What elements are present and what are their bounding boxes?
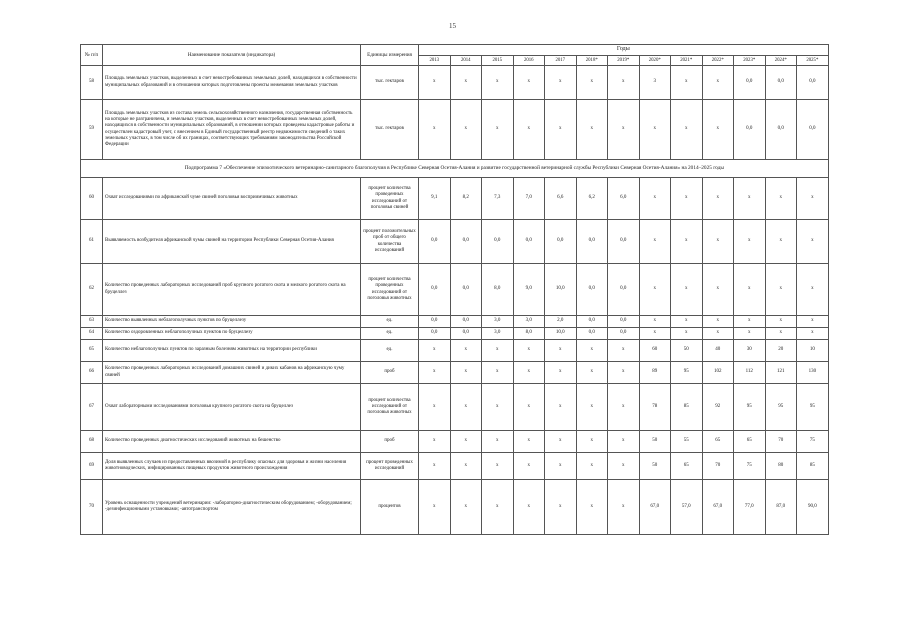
year-value: 90,0: [797, 480, 829, 535]
year-value: 130: [797, 362, 829, 384]
year-value: 75: [797, 431, 829, 453]
year-value: х: [639, 264, 671, 316]
year-value: х: [702, 220, 734, 264]
unit-of-measure: процент количества проведенных исследований от поголовья животных: [361, 264, 419, 316]
year-value: 0,0: [545, 220, 577, 264]
year-value: 0,0: [419, 328, 451, 340]
year-value: х: [671, 220, 703, 264]
header-year: 2013: [419, 56, 451, 66]
header-years-title: Годы: [419, 45, 829, 56]
year-value: х: [671, 264, 703, 316]
year-value: 6,0: [608, 178, 640, 220]
subprogram-row: [81, 160, 829, 178]
year-value: х: [608, 340, 640, 362]
row-number: 62: [81, 264, 103, 316]
indicator-name: Площадь земельных участков, выделенных в счет невостребованных земельных долей, находящихся в собственности муниципальных образований и в отношении которых подготовлены проекты межевания земельных участков: [103, 66, 361, 100]
year-value: х: [545, 66, 577, 100]
year-value: х: [765, 316, 797, 328]
year-value: 6,2: [576, 178, 608, 220]
year-value: 3,0: [513, 316, 545, 328]
year-value: х: [576, 453, 608, 480]
year-value: х: [702, 316, 734, 328]
unit-of-measure: процент проведенных исследований: [361, 453, 419, 480]
row-number: 68: [81, 431, 103, 453]
year-value: 0,0: [765, 66, 797, 100]
year-value: 0,0: [419, 220, 451, 264]
year-value: х: [450, 362, 482, 384]
year-value: 3: [639, 66, 671, 100]
year-value: 57,0: [671, 480, 703, 535]
header-num: № п/п: [81, 45, 103, 66]
indicator-name: Количество проведенных лабораторных исследований проб крупного рогатого скота и мелкого рогатого скота на бруцеллез: [103, 264, 361, 316]
year-value: х: [576, 431, 608, 453]
year-value: 0,0: [576, 220, 608, 264]
year-value: х: [419, 480, 451, 535]
indicator-name: Охват лабораторными исследованиями поголовья крупного рогатого скота на бруцеллез: [103, 384, 361, 431]
unit-of-measure: ед.: [361, 316, 419, 328]
year-value: х: [450, 66, 482, 100]
indicator-name: Выявляемость возбудителя африканской чумы свиней на территории Республики Северная Осетия-Алания: [103, 220, 361, 264]
year-value: х: [639, 178, 671, 220]
year-value: х: [482, 384, 514, 431]
unit-of-measure: проб: [361, 431, 419, 453]
year-value: 65: [734, 431, 766, 453]
row-number: 63: [81, 316, 103, 328]
year-value: 67,0: [639, 480, 671, 535]
year-value: х: [450, 480, 482, 535]
year-value: 85: [797, 453, 829, 480]
year-value: х: [482, 66, 514, 100]
year-value: х: [482, 431, 514, 453]
year-value: х: [765, 264, 797, 316]
year-value: х: [702, 328, 734, 340]
year-value: х: [450, 431, 482, 453]
year-value: х: [419, 340, 451, 362]
header-year: 2018*: [576, 56, 608, 66]
year-value: 0,0: [450, 220, 482, 264]
indicator-name: Охват исследованиями по африканской чуме свиней поголовья восприимчивых животных: [103, 178, 361, 220]
year-value: х: [482, 453, 514, 480]
year-value: х: [671, 328, 703, 340]
year-value: 9,1: [419, 178, 451, 220]
year-value: 8,0: [513, 328, 545, 340]
indicator-name: Уровень оснащенности учреждений ветеринарии: -лабораторно-диагностическим оборудованием; -оборудованием; -дезинфекционными установками; -автотранспортом: [103, 480, 361, 535]
year-value: х: [734, 264, 766, 316]
year-value: 121: [765, 362, 797, 384]
year-value: х: [513, 362, 545, 384]
year-value: х: [482, 362, 514, 384]
year-value: 67,0: [702, 480, 734, 535]
year-value: 0,0: [513, 220, 545, 264]
unit-of-measure: тыс. гектаров: [361, 100, 419, 160]
table-row: [81, 328, 829, 340]
year-value: 8,2: [450, 178, 482, 220]
year-value: х: [734, 220, 766, 264]
indicators-table: [80, 44, 829, 535]
year-value: 0,0: [450, 316, 482, 328]
year-value: 0,0: [576, 264, 608, 316]
row-number: 64: [81, 328, 103, 340]
year-value: х: [545, 384, 577, 431]
header-year: 2019*: [608, 56, 640, 66]
unit-of-measure: процентов: [361, 480, 419, 535]
year-value: х: [608, 453, 640, 480]
year-value: х: [702, 66, 734, 100]
year-value: х: [450, 453, 482, 480]
year-value: 3,0: [482, 328, 514, 340]
table-row: [81, 100, 829, 160]
year-value: х: [419, 453, 451, 480]
table-row: [81, 362, 829, 384]
year-value: 85: [671, 384, 703, 431]
year-value: х: [608, 362, 640, 384]
year-value: 60: [639, 340, 671, 362]
header-year: 2015: [482, 56, 514, 66]
year-value: 55: [671, 431, 703, 453]
year-value: 95: [765, 384, 797, 431]
year-value: х: [450, 384, 482, 431]
year-value: 0,0: [765, 100, 797, 160]
year-value: х: [734, 328, 766, 340]
year-value: 87,0: [765, 480, 797, 535]
table-row: [81, 480, 829, 535]
year-value: 0,0: [482, 220, 514, 264]
header-year: 2022*: [702, 56, 734, 66]
unit-of-measure: процент количества проведенных исследований от поголовья свиней: [361, 178, 419, 220]
year-value: 95: [734, 384, 766, 431]
header-unit: Единицы измерения: [361, 45, 419, 66]
row-number: 67: [81, 384, 103, 431]
year-value: х: [639, 220, 671, 264]
header-year: 2017: [545, 56, 577, 66]
row-number: 60: [81, 178, 103, 220]
year-value: 2,0: [545, 316, 577, 328]
year-value: 75: [734, 453, 766, 480]
row-number: 66: [81, 362, 103, 384]
row-number: 61: [81, 220, 103, 264]
indicator-name: Количество оздоровленных неблагополучных пунктов по бруцеллезу: [103, 328, 361, 340]
year-value: 20: [765, 340, 797, 362]
header-year: 2016: [513, 56, 545, 66]
year-value: х: [513, 340, 545, 362]
year-value: х: [797, 328, 829, 340]
year-value: 40: [702, 340, 734, 362]
year-value: 0,0: [576, 316, 608, 328]
header-year: 2025*: [797, 56, 829, 66]
year-value: 0,0: [734, 66, 766, 100]
year-value: 9,0: [513, 264, 545, 316]
year-value: 7,3: [482, 178, 514, 220]
table-row: [81, 220, 829, 264]
year-value: х: [482, 100, 514, 160]
row-number: 58: [81, 66, 103, 100]
indicator-name: Площадь земельных участков из состава земель сельскохозяйственного назначения, государственная собственность на которые не разграничена, и земельных участков, выделенных в счет невостребованных земельных долей, находящихся в собственности муниципальных образований, в отношении которых проведены кадастровые работы и осуществлен кадастровый учет, с внесением в Единый государственный реестр недвижимости сведений о таких земельных участках, в том числе об их границах, соответствующих требованиям законодательства Российской Федерации: [103, 100, 361, 160]
year-value: х: [450, 340, 482, 362]
year-value: 92: [702, 384, 734, 431]
year-value: 112: [734, 362, 766, 384]
year-value: х: [671, 178, 703, 220]
unit-of-measure: процент положительных проб от общего количества исследований: [361, 220, 419, 264]
table-row: [81, 340, 829, 362]
year-value: х: [797, 178, 829, 220]
table-row: [81, 453, 829, 480]
year-value: 70: [702, 453, 734, 480]
header-name: Наименование показателя (индикатора): [103, 45, 361, 66]
year-value: х: [419, 384, 451, 431]
year-value: 0,0: [450, 328, 482, 340]
year-value: 10: [797, 340, 829, 362]
year-value: х: [797, 264, 829, 316]
year-value: х: [797, 316, 829, 328]
row-number: 70: [81, 480, 103, 535]
year-value: х: [702, 100, 734, 160]
year-value: х: [545, 480, 577, 535]
year-value: х: [576, 66, 608, 100]
year-value: х: [513, 384, 545, 431]
year-value: 50: [639, 453, 671, 480]
year-value: 102: [702, 362, 734, 384]
year-value: х: [608, 100, 640, 160]
year-value: 0,0: [608, 328, 640, 340]
table-row: [81, 316, 829, 328]
year-value: х: [419, 66, 451, 100]
year-value: х: [608, 66, 640, 100]
year-value: х: [608, 384, 640, 431]
year-value: х: [608, 431, 640, 453]
year-value: х: [419, 100, 451, 160]
unit-of-measure: ед.: [361, 328, 419, 340]
year-value: 8,0: [482, 264, 514, 316]
year-value: 7,0: [513, 178, 545, 220]
header-year: 2023*: [734, 56, 766, 66]
table-row: [81, 178, 829, 220]
year-value: 0,0: [419, 264, 451, 316]
year-value: х: [513, 66, 545, 100]
year-value: 50: [671, 340, 703, 362]
year-value: х: [576, 384, 608, 431]
indicator-name: Количество проведенных диагностических исследований животных на бешенство: [103, 431, 361, 453]
indicator-name: Доля выявленных случаев из предоставленных ввозимой в республику опасных для здоровья и жизни населения животноводческих, инфицированных пищевых продуктов животного происхождения: [103, 453, 361, 480]
page-number: 15: [449, 22, 456, 30]
unit-of-measure: процент количества исследований от поголовья животных: [361, 384, 419, 431]
year-value: х: [608, 480, 640, 535]
year-value: х: [450, 100, 482, 160]
indicator-name: Количество выявленных неблагополучных пунктов по бруцеллезу: [103, 316, 361, 328]
unit-of-measure: проб: [361, 362, 419, 384]
year-value: х: [639, 328, 671, 340]
year-value: х: [639, 100, 671, 160]
year-value: х: [513, 453, 545, 480]
year-value: 50: [639, 431, 671, 453]
year-value: 10,0: [545, 328, 577, 340]
year-value: 95: [671, 362, 703, 384]
year-value: 95: [797, 384, 829, 431]
year-value: х: [702, 178, 734, 220]
year-value: х: [545, 362, 577, 384]
year-value: х: [765, 328, 797, 340]
year-value: х: [765, 178, 797, 220]
table-body: [81, 66, 829, 535]
year-value: х: [671, 100, 703, 160]
header-year: 2020*: [639, 56, 671, 66]
table-row: [81, 431, 829, 453]
year-value: 78: [639, 384, 671, 431]
table-row: [81, 384, 829, 431]
year-value: х: [576, 100, 608, 160]
year-value: х: [734, 316, 766, 328]
row-number: 59: [81, 100, 103, 160]
year-value: 0,0: [797, 66, 829, 100]
year-value: х: [576, 480, 608, 535]
header-year: 2024*: [765, 56, 797, 66]
table-row: [81, 264, 829, 316]
row-number: 65: [81, 340, 103, 362]
unit-of-measure: тыс. гектаров: [361, 66, 419, 100]
year-value: х: [513, 480, 545, 535]
year-value: 70: [765, 431, 797, 453]
indicator-name: Количество проведенных лабораторных исследований домашних свиней и диких кабанов на африканскую чуму свиней: [103, 362, 361, 384]
year-value: х: [545, 100, 577, 160]
year-value: 77,0: [734, 480, 766, 535]
year-value: х: [482, 480, 514, 535]
year-value: 0,0: [576, 328, 608, 340]
year-value: х: [513, 100, 545, 160]
year-value: 6,6: [545, 178, 577, 220]
year-value: х: [671, 66, 703, 100]
year-value: х: [576, 362, 608, 384]
header-year: 2014: [450, 56, 482, 66]
year-value: 80: [765, 453, 797, 480]
year-value: х: [513, 431, 545, 453]
year-value: х: [419, 431, 451, 453]
year-value: х: [702, 264, 734, 316]
year-value: 0,0: [608, 220, 640, 264]
year-value: х: [671, 316, 703, 328]
subprogram-title: Подпрограмма 7 «Обеспечение эпизоотического ветеринарно-санитарного благополучия в Республике Северная Осетия-Алания и развитие государственной ветеринарной службы Республики Северная Осетия-Алания» на 2014–2025 годы: [81, 160, 829, 178]
row-number: 69: [81, 453, 103, 480]
year-value: 65: [702, 431, 734, 453]
year-value: х: [419, 362, 451, 384]
year-value: х: [576, 340, 608, 362]
year-value: 0,0: [797, 100, 829, 160]
year-value: х: [797, 220, 829, 264]
year-value: 0,0: [608, 264, 640, 316]
year-value: х: [545, 340, 577, 362]
year-value: х: [482, 340, 514, 362]
year-value: 0,0: [734, 100, 766, 160]
year-value: 10,0: [545, 264, 577, 316]
header-year: 2021*: [671, 56, 703, 66]
unit-of-measure: ед.: [361, 340, 419, 362]
year-value: 30: [734, 340, 766, 362]
year-value: х: [765, 220, 797, 264]
table-row: [81, 66, 829, 100]
year-value: 89: [639, 362, 671, 384]
year-value: 0,0: [419, 316, 451, 328]
year-value: х: [639, 316, 671, 328]
year-value: х: [734, 178, 766, 220]
year-value: 65: [671, 453, 703, 480]
year-value: х: [545, 431, 577, 453]
indicator-name: Количество неблагополучных пунктов по заразным болезням животных на территории республики: [103, 340, 361, 362]
year-value: 0,0: [608, 316, 640, 328]
year-value: 0,0: [450, 264, 482, 316]
year-value: 3,0: [482, 316, 514, 328]
year-value: х: [545, 453, 577, 480]
